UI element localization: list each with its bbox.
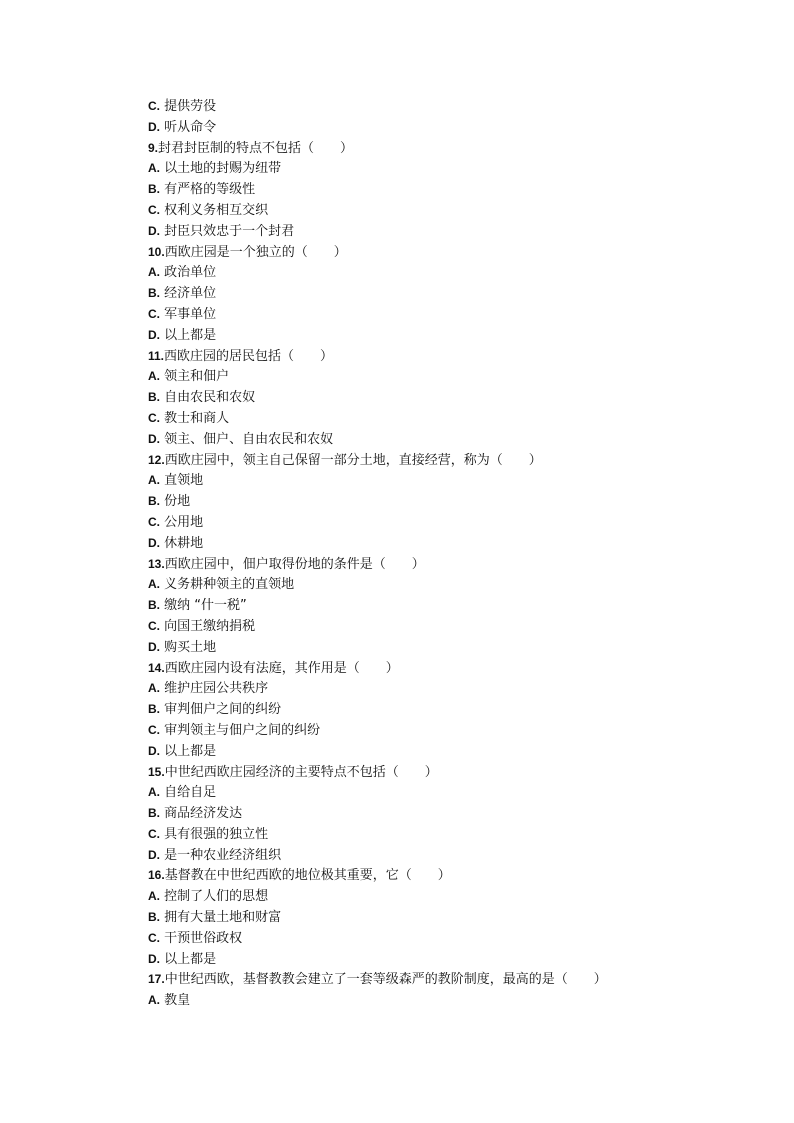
option-label: C. [148, 306, 160, 321]
answer-option [148, 262, 708, 283]
option-text: 教士和商人 [160, 410, 230, 426]
option-label: C. [148, 514, 160, 529]
option-label: D. [148, 847, 160, 862]
answer-option [148, 221, 708, 242]
option-label: B. [148, 494, 160, 509]
answer-option [148, 408, 708, 429]
option-text: 向国王缴纳捐税 [160, 618, 256, 634]
option-label: A. [148, 577, 160, 592]
answer-option [148, 179, 708, 200]
answer-option [148, 990, 708, 1011]
option-text: 以土地的封赐为纽带 [160, 161, 282, 177]
option-label: C. [148, 826, 160, 841]
option-label: A. [148, 369, 160, 384]
option-label: C. [148, 202, 160, 217]
answer-option [148, 387, 708, 408]
option-label: B. [148, 182, 160, 197]
option-text: 拥有大量土地和财富 [160, 910, 282, 926]
option-text: 军事单位 [160, 306, 217, 322]
option-label: D. [148, 743, 160, 758]
option-text: 具有很强的独立性 [160, 826, 269, 842]
answer-option [148, 491, 708, 512]
option-label: B. [148, 702, 160, 717]
answer-option [148, 845, 708, 866]
answer-option [148, 616, 708, 637]
question-stem [148, 138, 708, 159]
question-text: 西欧庄园内设有法庭，其作用是（ ） [164, 660, 399, 676]
answer-option [148, 429, 708, 450]
option-label: A. [148, 265, 160, 280]
option-label: D. [148, 535, 160, 550]
option-label: B. [148, 286, 160, 301]
question-text: 西欧庄园是一个独立的（ ） [164, 244, 347, 260]
option-text: 教皇 [160, 993, 191, 1009]
question-number: 15. [148, 764, 165, 779]
option-label: D. [148, 639, 160, 654]
question-number: 12. [148, 452, 165, 467]
option-label: D. [148, 223, 160, 238]
option-text: 政治单位 [160, 265, 217, 281]
question-number: 13. [148, 556, 165, 571]
question-stem [148, 658, 708, 679]
option-label: B. [148, 910, 160, 925]
question-stem [148, 762, 708, 783]
answer-option [148, 595, 708, 616]
answer-option [148, 782, 708, 803]
option-text: 自由农民和农奴 [160, 390, 256, 406]
answer-option [148, 117, 708, 138]
option-label: C. [148, 410, 160, 425]
answer-option [148, 907, 708, 928]
question-stem [148, 346, 708, 367]
question-stem [148, 865, 708, 886]
question-stem [148, 450, 708, 471]
option-text: 以上都是 [160, 743, 217, 759]
question-text: 西欧庄园中，佃户取得份地的条件是（ ） [164, 556, 425, 572]
answer-option [148, 512, 708, 533]
option-label: A. [148, 889, 160, 904]
option-label: C. [148, 722, 160, 737]
question-text: 中世纪西欧庄园经济的主要特点不包括（ ） [164, 764, 438, 780]
answer-option [148, 200, 708, 221]
option-text: 提供劳役 [160, 99, 217, 114]
question-stem [148, 969, 708, 990]
answer-option [148, 699, 708, 720]
question-list [148, 96, 708, 1011]
option-text: 有严格的等级性 [160, 182, 256, 198]
option-text: 审判佃户之间的纠纷 [160, 702, 282, 718]
option-label: B. [148, 806, 160, 821]
answer-option [148, 720, 708, 741]
answer-option [148, 928, 708, 949]
option-text: 缴纳 “什一税” [160, 598, 247, 614]
answer-option [148, 741, 708, 762]
question-text: 中世纪西欧，基督教教会建立了一套等级森严的教阶制度，最高的是（ ） [164, 972, 607, 988]
option-text: 购买土地 [160, 639, 217, 655]
option-text: 经济单位 [160, 286, 217, 302]
answer-option [148, 304, 708, 325]
option-text: 以上都是 [160, 327, 217, 343]
answer-option [148, 96, 708, 117]
answer-option [148, 678, 708, 699]
option-label: A. [148, 161, 160, 176]
option-text: 控制了人们的思想 [160, 889, 269, 905]
option-text: 封臣只效忠于一个封君 [160, 223, 295, 239]
answer-option [148, 886, 708, 907]
option-label: B. [148, 598, 160, 613]
answer-option [148, 470, 708, 491]
question-number: 16. [148, 868, 165, 883]
option-text: 干预世俗政权 [160, 930, 243, 946]
option-label: D. [148, 327, 160, 342]
option-label: C. [148, 99, 160, 113]
option-text: 以上都是 [160, 951, 217, 967]
option-text: 权利义务相互交织 [160, 202, 269, 218]
answer-option [148, 824, 708, 845]
option-label: A. [148, 681, 160, 696]
question-number: 14. [148, 660, 165, 675]
option-text: 是一种农业经济组织 [160, 847, 282, 863]
option-label: C. [148, 618, 160, 633]
answer-option [148, 283, 708, 304]
option-text: 直领地 [160, 473, 204, 489]
option-text: 听从命令 [160, 119, 217, 135]
question-number: 9. [148, 140, 159, 155]
option-label: D. [148, 119, 160, 134]
option-text: 自给自足 [160, 785, 217, 801]
option-label: A. [148, 993, 160, 1008]
option-label: D. [148, 431, 160, 446]
option-label: C. [148, 930, 160, 945]
option-text: 审判领主与佃户之间的纠纷 [160, 722, 321, 738]
question-number: 11. [148, 348, 165, 363]
option-label: A. [148, 785, 160, 800]
option-text: 义务耕种领主的直领地 [160, 577, 295, 593]
question-text: 封君封臣制的特点不包括（ ） [158, 140, 354, 156]
option-text: 领主和佃户 [160, 369, 230, 385]
answer-option [148, 803, 708, 824]
option-label: D. [148, 951, 160, 966]
answer-option [148, 366, 708, 387]
option-label: A. [148, 473, 160, 488]
option-text: 领主、佃户、自由农民和农奴 [160, 431, 334, 447]
question-text: 西欧庄园中，领主自己保留一部分土地，直接经营，称为（ ） [164, 452, 542, 468]
question-stem [148, 554, 708, 575]
question-number: 17. [148, 972, 165, 987]
question-text: 基督教在中世纪西欧的地位极其重要，它（ ） [164, 868, 451, 884]
option-text: 维护庄园公共秩序 [160, 681, 269, 697]
answer-option [148, 637, 708, 658]
question-stem [148, 242, 708, 263]
question-text: 西欧庄园的居民包括（ ） [164, 348, 334, 364]
answer-option [148, 325, 708, 346]
question-number: 10. [148, 244, 165, 259]
answer-option [148, 158, 708, 179]
option-text: 公用地 [160, 514, 204, 530]
answer-option [148, 949, 708, 970]
option-label: B. [148, 390, 160, 405]
answer-option [148, 533, 708, 554]
option-text: 休耕地 [160, 535, 204, 551]
option-text: 商品经济发达 [160, 806, 243, 822]
option-text: 份地 [160, 494, 191, 510]
answer-option [148, 574, 708, 595]
